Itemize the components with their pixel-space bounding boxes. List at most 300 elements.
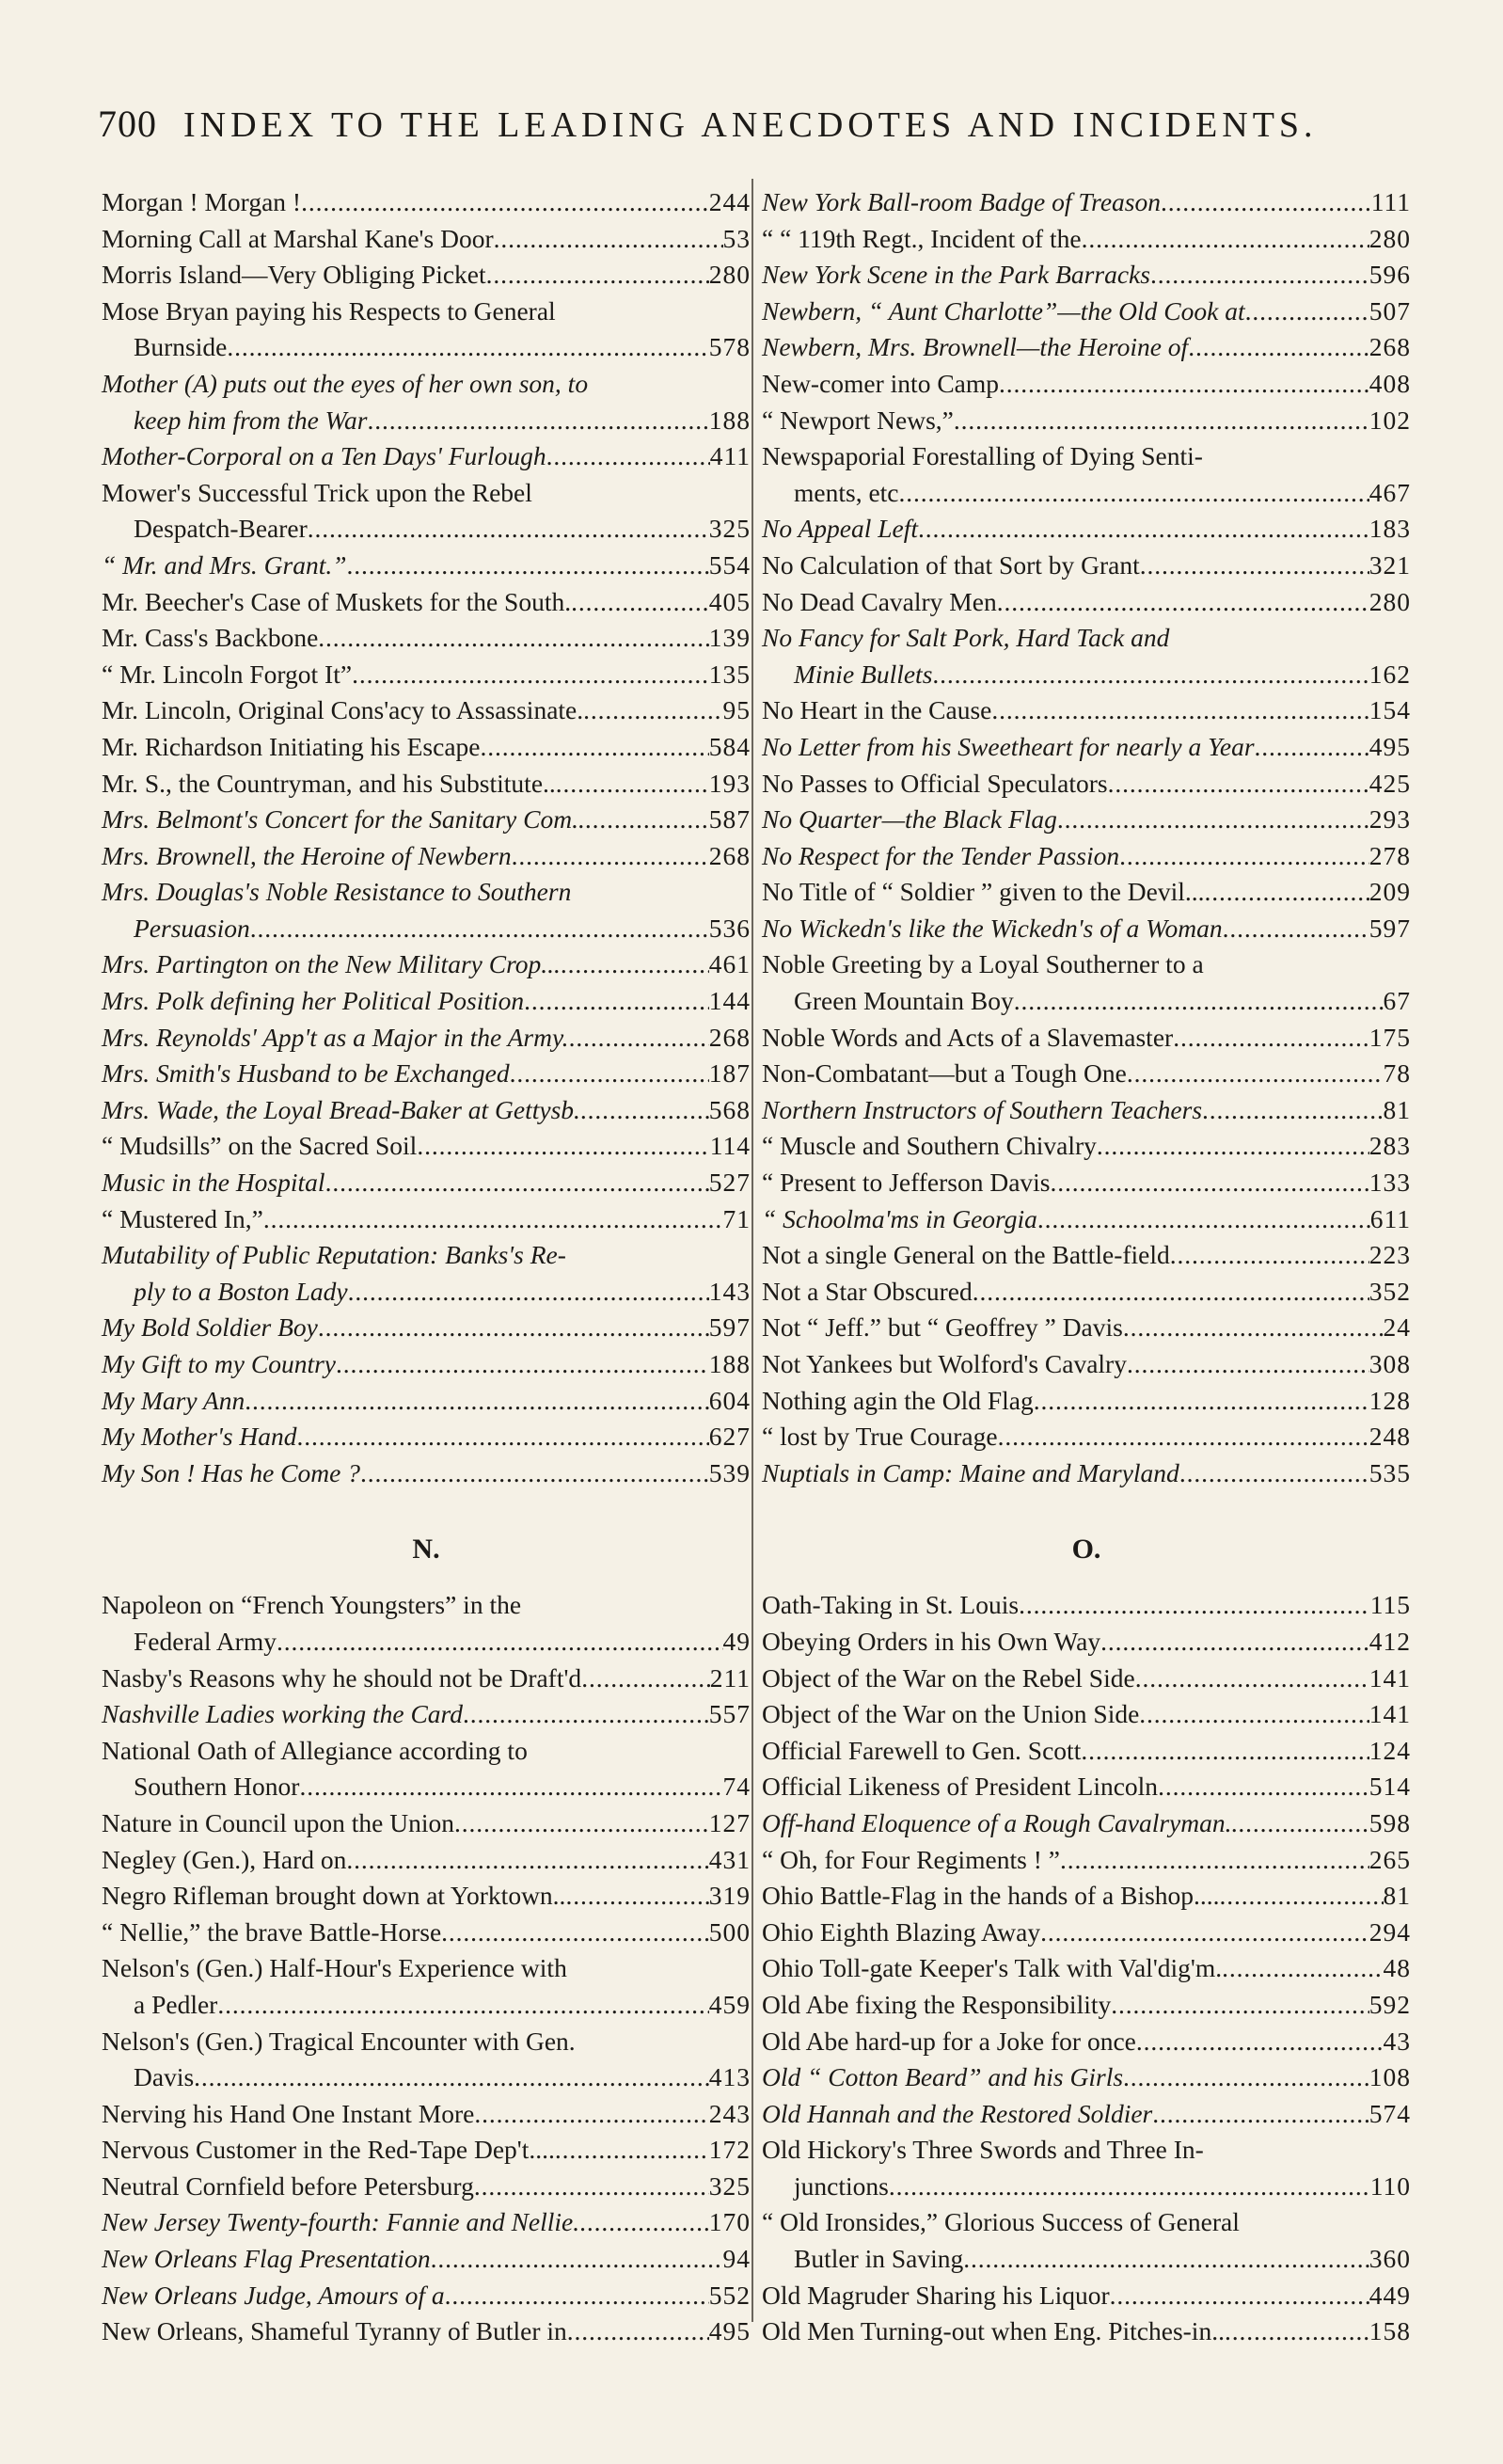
entry-line [762, 2096, 1411, 2133]
entry-page-number: 627 [708, 1422, 751, 1452]
entry-title: Morning Call at Marshal Kane's Door [102, 223, 494, 253]
entry-line [762, 511, 1411, 548]
index-entry [762, 1092, 1411, 1129]
index-entry [762, 548, 1411, 584]
entry-title: Non-Combatant—but a Tough One [762, 1058, 1127, 1089]
index-entry [762, 1769, 1411, 1805]
entry-page-number: 268 [708, 840, 751, 870]
dot-leader [1100, 1624, 1369, 1661]
column-divider [752, 179, 753, 2322]
entry-line [102, 946, 751, 983]
index-entry [102, 983, 751, 1020]
entry-title: New Orleans Judge, Amours of a [102, 2280, 445, 2310]
index-entry [762, 2132, 1411, 2204]
entry-line [762, 802, 1411, 838]
index-entry [102, 1237, 751, 1310]
index-entry [102, 692, 751, 729]
dot-leader [1060, 1842, 1369, 1879]
entry-line [762, 294, 1411, 330]
index-entry [102, 548, 751, 584]
entry-title: junctions [794, 2170, 889, 2201]
entry-page-number: 598 [1369, 1807, 1411, 1837]
entry-line [762, 2313, 1411, 2350]
entry-line [762, 1201, 1411, 1238]
entry-title: a Pedler [134, 1989, 218, 2019]
entry-line [102, 1455, 751, 1492]
entry-page-number: 592 [1369, 1989, 1411, 2019]
entry-page-number: 209 [1369, 877, 1411, 907]
entry-title: New York Ball-room Badge of Treason [762, 187, 1161, 216]
entry-line [762, 184, 1411, 221]
dot-leader [889, 2169, 1370, 2205]
entry-line [762, 257, 1411, 294]
entry-line [762, 983, 1411, 1020]
entry-title: ments, etc [794, 477, 899, 507]
index-entry [762, 1346, 1411, 1383]
index-entry [102, 1201, 751, 1238]
dot-leader [1220, 1878, 1384, 1915]
entry-page-number: 405 [708, 586, 751, 616]
entry-title: Napoleon on “French Youngsters” in the [102, 1590, 522, 1620]
entry-title: Southern Honor [134, 1772, 300, 1802]
entry-page-number: 293 [1369, 804, 1411, 835]
dot-leader [1202, 1092, 1383, 1129]
entry-title: My Gift to my Country [102, 1349, 336, 1378]
entry-line [102, 1733, 751, 1770]
entry-page-number: 193 [708, 768, 751, 798]
dot-leader [417, 1128, 709, 1165]
entry-page-number: 114 [709, 1131, 751, 1161]
entry-line [762, 221, 1411, 258]
entry-page-number: 133 [1369, 1168, 1411, 1198]
entry-line [762, 1661, 1411, 1697]
dot-leader [1140, 548, 1369, 584]
entry-line [102, 1878, 751, 1915]
dot-leader [494, 221, 723, 258]
entry-page-number: 154 [1369, 695, 1411, 725]
index-entry [762, 1310, 1411, 1346]
entry-line [762, 1346, 1411, 1383]
dot-leader [571, 584, 709, 621]
entry-title: “ Present to Jefferson Davis [762, 1168, 1051, 1198]
entry-line [102, 403, 751, 439]
entry-line [762, 2059, 1411, 2096]
dot-leader [899, 475, 1369, 512]
entry-line [102, 294, 751, 330]
index-entry [102, 2024, 751, 2096]
index-entry [762, 1878, 1411, 1915]
entry-page-number: 449 [1369, 2280, 1411, 2310]
index-list-m [102, 184, 751, 1491]
index-entry [762, 2278, 1411, 2314]
entry-page-number: 265 [1369, 1844, 1411, 1874]
dot-leader [579, 2204, 709, 2241]
dot-leader [1179, 1455, 1369, 1492]
index-entry [102, 1128, 751, 1165]
dot-leader [227, 329, 708, 366]
entry-page-number: 352 [1369, 1276, 1411, 1306]
index-entry [762, 2024, 1411, 2060]
entry-title: Nelson's (Gen.) Half-Hour's Experience with [102, 1953, 567, 1983]
entry-line [102, 366, 751, 403]
entry-page-number: 141 [1369, 1662, 1411, 1693]
entry-title: Nothing agin the Old Flag [762, 1385, 1034, 1415]
entry-title: Not a single General on the Battle-field [762, 1240, 1170, 1270]
dot-leader [194, 2059, 709, 2096]
entry-page-number: 459 [708, 1989, 751, 2019]
index-entry [102, 1805, 751, 1842]
index-entry [762, 1128, 1411, 1165]
entry-title: Mrs. Smith's Husband to be Exchanged [102, 1058, 510, 1089]
entry-line [762, 911, 1411, 947]
entry-page-number: 115 [1369, 1590, 1411, 1620]
entry-title: Federal Army [134, 1626, 277, 1656]
entry-line [102, 184, 751, 221]
entry-line [102, 802, 751, 838]
entry-page-number: 412 [1369, 1626, 1411, 1656]
index-entry [762, 184, 1411, 221]
entry-line [102, 2096, 751, 2133]
entry-title: Mutability of Public Reputation: Banks's Re- [102, 1240, 566, 1270]
entry-title: Mose Bryan paying his Respects to General [102, 295, 556, 326]
dot-leader [512, 838, 709, 875]
entry-title: No Heart in the Cause [762, 695, 992, 725]
dot-leader [474, 2096, 708, 2133]
entry-title: “ Muscle and Southern Chivalry [762, 1131, 1097, 1161]
entry-title: Official Farewell to Gen. Scott [762, 1735, 1082, 1765]
index-entry [762, 1237, 1411, 1274]
entry-title: Old “ Cotton Beard” and his Girls [762, 2062, 1124, 2092]
entry-page-number: 514 [1369, 1772, 1411, 1802]
entry-title: Old Abe fixing the Responsibility [762, 1989, 1112, 2019]
entry-line [102, 620, 751, 657]
entry-page-number: 170 [708, 2207, 751, 2237]
dot-leader [1108, 766, 1369, 803]
dot-leader [352, 657, 709, 693]
dot-leader [245, 1383, 709, 1420]
entry-page-number: 495 [708, 2316, 751, 2346]
index-entry [762, 1950, 1411, 1987]
entry-title: Davis [134, 2062, 195, 2092]
index-list-n-continued [762, 184, 1411, 1491]
entry-page-number: 535 [1369, 1457, 1411, 1487]
entry-page-number: 411 [709, 441, 751, 471]
index-entry [102, 2096, 751, 2133]
entry-line [102, 874, 751, 911]
entry-line [102, 1419, 751, 1455]
entry-line [762, 1915, 1411, 1951]
entry-line [102, 584, 751, 621]
dot-leader [524, 983, 709, 1020]
entry-line [102, 838, 751, 875]
entry-page-number: 108 [1369, 2062, 1411, 2092]
entry-page-number: 325 [708, 2170, 751, 2201]
index-entry [762, 584, 1411, 621]
entry-line [102, 983, 751, 1020]
entry-page-number: 110 [1369, 2170, 1411, 2201]
dot-leader [1014, 983, 1384, 1020]
entry-line [762, 1624, 1411, 1661]
index-entry [762, 1201, 1411, 1238]
index-entry [102, 1092, 751, 1129]
entry-page-number: 223 [1369, 1240, 1411, 1270]
entry-page-number: 48 [1383, 1953, 1411, 1983]
dot-leader [1082, 221, 1369, 258]
dot-leader [1158, 1769, 1369, 1805]
entry-title: Burnside [134, 332, 228, 362]
entry-line [102, 2024, 751, 2060]
entry-page-number: 172 [708, 2135, 751, 2165]
index-entry [762, 511, 1411, 548]
entry-line [762, 620, 1411, 657]
index-entry [762, 1056, 1411, 1092]
index-entry [762, 366, 1411, 403]
entry-line [762, 729, 1411, 766]
entry-line [762, 2241, 1411, 2278]
entry-line [762, 1769, 1411, 1805]
dot-leader [567, 2313, 709, 2350]
index-entry [762, 294, 1411, 330]
index-entry [102, 2241, 751, 2278]
entry-title: New Orleans, Shameful Tyranny of Butler in [102, 2316, 567, 2346]
entry-title: Nasby's Reasons why he should not be Draft'd [102, 1662, 582, 1693]
index-entry [102, 584, 751, 621]
entry-page-number: 211 [709, 1662, 751, 1693]
dot-leader [1051, 1165, 1369, 1201]
entry-title: Old Hickory's Three Swords and Three In- [762, 2135, 1204, 2165]
entry-title: “ Mr. and Mrs. Grant.” [102, 549, 347, 580]
index-entry [762, 2059, 1411, 2096]
entry-page-number: 111 [1370, 187, 1411, 216]
entry-line [102, 1237, 751, 1274]
entry-title: Nelson's (Gen.) Tragical Encounter with Gen. [102, 2026, 576, 2056]
entry-page-number: 187 [708, 1058, 751, 1089]
entry-title: Mr. Lincoln, Original Cons'acy to Assassinate. [102, 695, 584, 725]
entry-title: Morgan ! Morgan ! [102, 187, 302, 216]
entry-page-number: 596 [1369, 260, 1411, 290]
entry-page-number: 94 [722, 2244, 751, 2274]
dot-leader [1205, 874, 1369, 911]
entry-line [762, 1733, 1411, 1770]
dot-leader [346, 1842, 708, 1879]
entry-page-number: 102 [1369, 405, 1411, 435]
index-entry [102, 802, 751, 838]
dot-leader [580, 1092, 709, 1129]
entry-title: Nerving his Hand One Instant More [102, 2098, 475, 2128]
entry-page-number: 507 [1369, 295, 1411, 326]
index-entry [762, 1661, 1411, 1697]
entry-page-number: 308 [1369, 1349, 1411, 1378]
dot-leader [583, 692, 722, 729]
index-entry [762, 729, 1411, 766]
dot-leader [336, 1346, 709, 1383]
entry-page-number: 611 [1369, 1203, 1411, 1233]
index-entry [102, 1165, 751, 1201]
index-entry [102, 1020, 751, 1057]
entry-title: No Letter from his Sweetheart for nearly a Year [762, 731, 1255, 761]
dot-leader [474, 2169, 709, 2205]
entry-page-number: 141 [1369, 1699, 1411, 1729]
entry-title: “ Old Ironsides,” Glorious Success of General [762, 2207, 1240, 2237]
dot-leader [299, 1769, 722, 1805]
entry-page-number: 319 [708, 1881, 751, 1911]
dot-leader [1225, 2313, 1369, 2350]
dot-leader [998, 1419, 1369, 1455]
entry-page-number: 183 [1369, 514, 1411, 544]
index-entry [762, 1733, 1411, 1770]
section-heading-n: N. [412, 1534, 440, 1566]
index-entry [762, 2096, 1411, 2133]
dot-leader [318, 1310, 709, 1346]
entry-line [102, 1661, 751, 1697]
dot-leader [1127, 1056, 1384, 1092]
entry-page-number: 413 [708, 2062, 751, 2092]
entry-title: No Dead Cavalry Men [762, 586, 997, 616]
entry-title: Off-hand Eloquence of a Rough Cavalryman.. [762, 1807, 1239, 1837]
entry-title: Mother-Corporal on a Ten Days' Furlough [102, 441, 546, 471]
entry-page-number: 461 [708, 949, 751, 979]
page-header [98, 102, 1415, 146]
index-entry [762, 1587, 1411, 1624]
entry-title: Mr. Richardson Initiating his Escape [102, 731, 481, 761]
dot-leader [1255, 729, 1369, 766]
dot-leader [463, 1696, 709, 1733]
entry-page-number: 268 [708, 1022, 751, 1052]
entry-title: Official Likeness of President Lincoln [762, 1772, 1159, 1802]
entry-line [102, 1696, 751, 1733]
entry-title: Mrs. Partington on the New Military Crop... [102, 949, 561, 979]
entry-page-number: 139 [708, 623, 751, 653]
entry-page-number: 188 [708, 405, 751, 435]
dot-leader [565, 1878, 708, 1915]
entry-line [102, 257, 751, 294]
entry-title: Old Men Turning-out when Eng. Pitches-in.. [762, 2316, 1225, 2346]
dot-leader [1123, 2059, 1369, 2096]
entry-line [762, 1056, 1411, 1092]
index-list-n [102, 1587, 751, 2349]
index-entry [102, 221, 751, 258]
entry-title: No Fancy for Salt Pork, Hard Tack and [762, 623, 1170, 653]
section-heading-o: O. [1071, 1534, 1101, 1566]
entry-title: ply to a Boston Lady [134, 1276, 348, 1306]
index-entry [762, 1805, 1411, 1842]
index-entry [102, 366, 751, 438]
index-entry [762, 2313, 1411, 2350]
index-entry [762, 438, 1411, 511]
entry-page-number: 278 [1369, 840, 1411, 870]
dot-leader [1188, 329, 1369, 366]
index-entry [102, 1842, 751, 1879]
entry-line [762, 1274, 1411, 1311]
entry-page-number: 128 [1369, 1385, 1411, 1415]
dot-leader [1136, 2024, 1384, 2060]
entry-line [762, 838, 1411, 875]
entry-line [762, 657, 1411, 693]
entry-title: Mrs. Polk defining her Political Position [102, 986, 525, 1016]
entry-title: Nashville Ladies working the Card [102, 1699, 463, 1729]
entry-title: “ Schoolma'ms in Georgia [762, 1203, 1037, 1233]
entry-line [102, 1987, 751, 2024]
entry-page-number: 500 [708, 1916, 751, 1947]
entry-title: Nature in Council upon the Union [102, 1807, 455, 1837]
entry-line [762, 1842, 1411, 1879]
dot-leader [1037, 1201, 1370, 1238]
entry-title: Neutral Cornfield before Petersburg [102, 2170, 474, 2201]
index-entry [102, 1310, 751, 1346]
dot-leader [431, 2241, 723, 2278]
entry-title: Mr. Beecher's Case of Muskets for the South. [102, 586, 572, 616]
index-entry [762, 2204, 1411, 2277]
entry-line [102, 1383, 751, 1420]
entry-line [102, 1950, 751, 1987]
dot-leader [932, 657, 1369, 693]
entry-title: “ Mustered In,” [102, 1203, 263, 1233]
entry-title: Mrs. Brownell, the Heroine of Newbern [102, 840, 512, 870]
entry-title: Mrs. Douglas's Noble Resistance to Southern [102, 877, 572, 907]
entry-page-number: 143 [708, 1276, 751, 1306]
entry-title: Nuptials in Camp: Maine and Maryland [762, 1457, 1179, 1487]
entry-page-number: 280 [1369, 223, 1411, 253]
dot-leader [546, 438, 710, 475]
entry-page-number: 95 [722, 695, 751, 725]
entry-title: Old Magruder Sharing his Liquor [762, 2280, 1110, 2310]
entry-title: Despatch-Bearer [134, 514, 308, 544]
dot-leader [1127, 1346, 1369, 1383]
dot-leader [963, 2241, 1369, 2278]
entry-line [102, 329, 751, 366]
index-entry [762, 1383, 1411, 1420]
entry-page-number: 280 [1369, 586, 1411, 616]
entry-line [762, 766, 1411, 803]
index-entry [762, 838, 1411, 875]
dot-leader [1245, 294, 1369, 330]
entry-title: My Mother's Hand [102, 1422, 297, 1452]
dot-leader [297, 1419, 709, 1455]
entry-title: Newbern, Mrs. Brownell—the Heroine of [762, 332, 1189, 362]
entry-title: New Orleans Flag Presentation [102, 2244, 431, 2274]
entry-title: Green Mountain Boy [794, 986, 1014, 1016]
index-entry [762, 221, 1411, 258]
entry-page-number: 587 [708, 804, 751, 835]
index-entry [102, 1056, 751, 1092]
entry-line [102, 1346, 751, 1383]
entry-title: Minie Bullets [794, 659, 933, 689]
entry-page-number: 71 [722, 1203, 751, 1233]
dot-leader [1161, 184, 1371, 221]
entry-line [102, 2204, 751, 2241]
entry-line [102, 1805, 751, 1842]
entry-line [102, 1165, 751, 1201]
entry-page-number: 283 [1369, 1131, 1411, 1161]
entry-page-number: 162 [1369, 659, 1411, 689]
entry-line [102, 2278, 751, 2314]
entry-page-number: 53 [722, 223, 751, 253]
entry-page-number: 431 [708, 1844, 751, 1874]
index-entry [762, 1987, 1411, 2024]
entry-line [762, 1950, 1411, 1987]
entry-line [762, 874, 1411, 911]
entry-page-number: 408 [1369, 368, 1411, 398]
entry-title: Object of the War on the Union Side [762, 1699, 1140, 1729]
entry-title: Noble Greeting by a Loyal Southerner to a [762, 949, 1204, 979]
entry-title: Ohio Toll-gate Keeper's Talk with Val'dig'm. [762, 1953, 1223, 1983]
index-entry [762, 1842, 1411, 1879]
entry-page-number: 578 [708, 332, 751, 362]
entry-line [102, 1310, 751, 1346]
dot-leader [1081, 1733, 1369, 1770]
entry-title: No Wickedn's like the Wickedn's of a Woman [762, 913, 1223, 943]
dot-leader [445, 2278, 709, 2314]
